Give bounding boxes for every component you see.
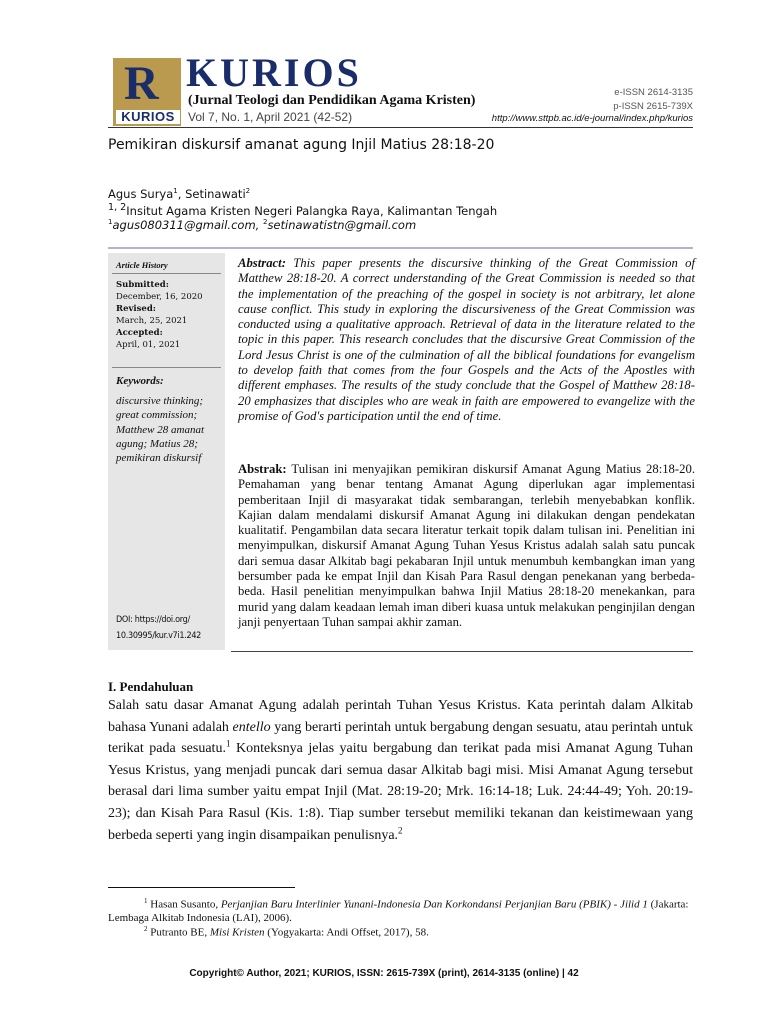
keywords-label: Keywords: xyxy=(116,375,164,387)
footnote-1: $^1$ Hasan Susanto, Perjanjian Baru Interlinier Yunani-Indonesia Dan Korkondansi Perjanjian Baru (PBIK) - Jilid 1 (Jakarta: Lembaga Alkitab Indonesia (LAI), 2006). xyxy=(108,897,689,925)
email-2-sup: 2 xyxy=(262,218,268,227)
abstract-indonesian xyxy=(238,462,695,630)
submitted-label: Submitted: xyxy=(116,280,169,290)
page-footer: Copyright© Author, 2021; KURIOS, ISSN: 2615-739X (print), 2614-3135 (online) | 42 xyxy=(189,968,579,979)
keywords-list: discursive thinking; great commission; Matthew 28 amanat agung; Matius 28; pemikiran diskursif xyxy=(116,395,204,465)
email-1[interactable]: agus080311@gmail.com, xyxy=(112,218,260,232)
accepted-label: Accepted: xyxy=(116,328,163,338)
affil-sup: 1, 2 xyxy=(108,202,127,213)
accepted-date: April, 01, 2021 xyxy=(116,340,181,350)
footnote-ref-2[interactable]: 2 xyxy=(398,824,403,835)
journal-url[interactable]: http://www.sttpb.ac.id/e-journal/index.php/kurios xyxy=(491,113,693,124)
author-emails xyxy=(108,218,416,232)
abstract-text: This paper presents the discursive thinking of the Great Commission of Matthew 28:18-20. A correct understanding of the Great Commission is needed so that the implementation of the preaching of the gospel in society is not arbitrary, let alone cause conflict. This study in exploring the discursiveness of the Great Commission was conducted using a qualitative approach. Retrieval of data in the literature related to the topic in this paper. This research concludes that the discursive Great Commission of the Lord Jesus Christ is one of the culmination of all the biblical foundations for evangelism to develop faith that comes from the four Gospels and the Acts of the Apostles with different emphases. The results of the study conclude that the Gospel of Matthew 28:18-20 emphasizes that disciples who are weak in faith are empowered to evangelize with the promise of God's participation until the end of time. xyxy=(238,256,695,423)
journal-name: KURIOS xyxy=(186,50,362,95)
journal-volume: Vol 7, No. 1, April 2021 (42-52) xyxy=(188,110,353,124)
eissn: e-ISSN 2614-3135 xyxy=(614,87,693,98)
revised-label: Revised: xyxy=(116,304,156,314)
header-divider xyxy=(108,127,693,128)
article-title: Pemikiran diskursif amanat agung Injil Matius 28:18-20 xyxy=(108,137,495,153)
doi-line-1[interactable]: DOI: https://doi.org/ xyxy=(116,615,190,625)
abstract-label: Abstract: xyxy=(238,256,286,270)
author-2-sup: 2 xyxy=(245,187,251,195)
abstract-english xyxy=(238,256,695,424)
logo-mark: R xyxy=(124,57,159,110)
footnote-divider xyxy=(108,887,295,888)
section-heading: I. Pendahuluan xyxy=(108,679,194,694)
author-1-sup: 1 xyxy=(173,187,178,195)
panel-divider xyxy=(112,273,221,274)
submitted-date: December, 16, 2020 xyxy=(116,292,203,302)
author-line xyxy=(108,184,250,202)
email-2[interactable]: setinawatistn@gmail.com xyxy=(267,218,417,232)
doi-line-2[interactable]: 10.30995/kur.v7i1.242 xyxy=(116,631,202,641)
revised-date: March, 25, 2021 xyxy=(116,316,188,326)
body-paragraph: Salah satu dasar Amanat Agung adalah perintah Tuhan Yesus Kristus. Kata perintah dalam Alkitab bahasa Yunani adalah entello yang berarti perintah untuk bergabung dengan sesuatu, atau perintah untuk terikat pada sesuatu.$^1$ Konteksnya jelas yaitu bergabung dan terikat pada misi Amanat Agung Tuhan Yesus Kristus, yang menjadi puncak dari semua dasar Alkitab bagi misi. Misi Amanat Agung tersebut berasal dari lima sumber yaitu empat Injil (Mat. 28:19-20; Mrk. 16:14-18; Luk. 24:44-49; Yoh. 20:19-23); dan Kisah Para Rasul (Kis. 1:8). Tiap sumber tersebut memiliki tekanan dan keistimewaan yang berbeda seperti yang ingin disampaikan penulisnya.$^2$ xyxy=(108,698,694,843)
affiliation-text: Insitut Agama Kristen Negeri Palangka Raya, Kalimantan Tengah xyxy=(126,203,498,218)
affiliation xyxy=(108,202,497,218)
greek-term: entello xyxy=(232,719,271,735)
abstrak-text: Tulisan ini menyajikan pemikiran diskursif Amanat Agung Matius 28:18-20. Pemahaman yang benar tentang Amanat Agung diperlukan agar implementasi pemberitaan Injil di masyarakat tidak sembarangan, terlebih menyebabkan konflik. Kajian dalam mendalami diskursif Amanat Agung ini dilakukan dengan pendekatan kualitatif. Pengambilan data secara literatur terkait topik dalam tulisan ini. Penelitian ini menyimpulkan, diskursif Amanat Agung Tuhan Yesus Kristus adalah salah satu puncak dari semua dasar Alkitab bagi pekabaran Injil untuk menumbuh kembangkan iman yang bersumber pada ke empat Injil dan Kisah Para Rasul dengan penekanan yang berbeda-beda. Hasil penelitian menyimpulkan bahwa Injil Matius 28:18-20 menekankan, para murid yang dalam keadaan lemah iman diberi kuasa untuk melakukan penginjilan dengan janji penyertaan Tuhan sampai akhir zaman. xyxy=(238,462,695,629)
author-1: Agus Surya xyxy=(108,186,174,201)
footnote-2: $^2$ Putranto BE, Misi Kristen (Yogyakarta: Andi Offset, 2017), 58. xyxy=(144,925,429,939)
abstrak-label: Abstrak: xyxy=(238,462,287,476)
panel-divider xyxy=(112,367,221,368)
logo-text: KURIOS xyxy=(116,110,180,124)
author-2: Setinawati xyxy=(185,186,246,201)
abstract-divider xyxy=(108,247,693,249)
abstract-bottom-rule xyxy=(231,651,693,652)
author-separator: , xyxy=(177,186,186,201)
footnote-ref-1[interactable]: 1 xyxy=(225,738,231,749)
pissn: p-ISSN 2615-739X xyxy=(613,101,693,112)
doi[interactable] xyxy=(116,612,222,644)
email-1-sup: 1 xyxy=(108,218,113,227)
article-history-label: Article History xyxy=(116,260,168,270)
journal-subtitle: (Jurnal Teologi dan Pendidikan Agama Kristen) xyxy=(188,93,476,108)
issn-block xyxy=(613,86,693,114)
